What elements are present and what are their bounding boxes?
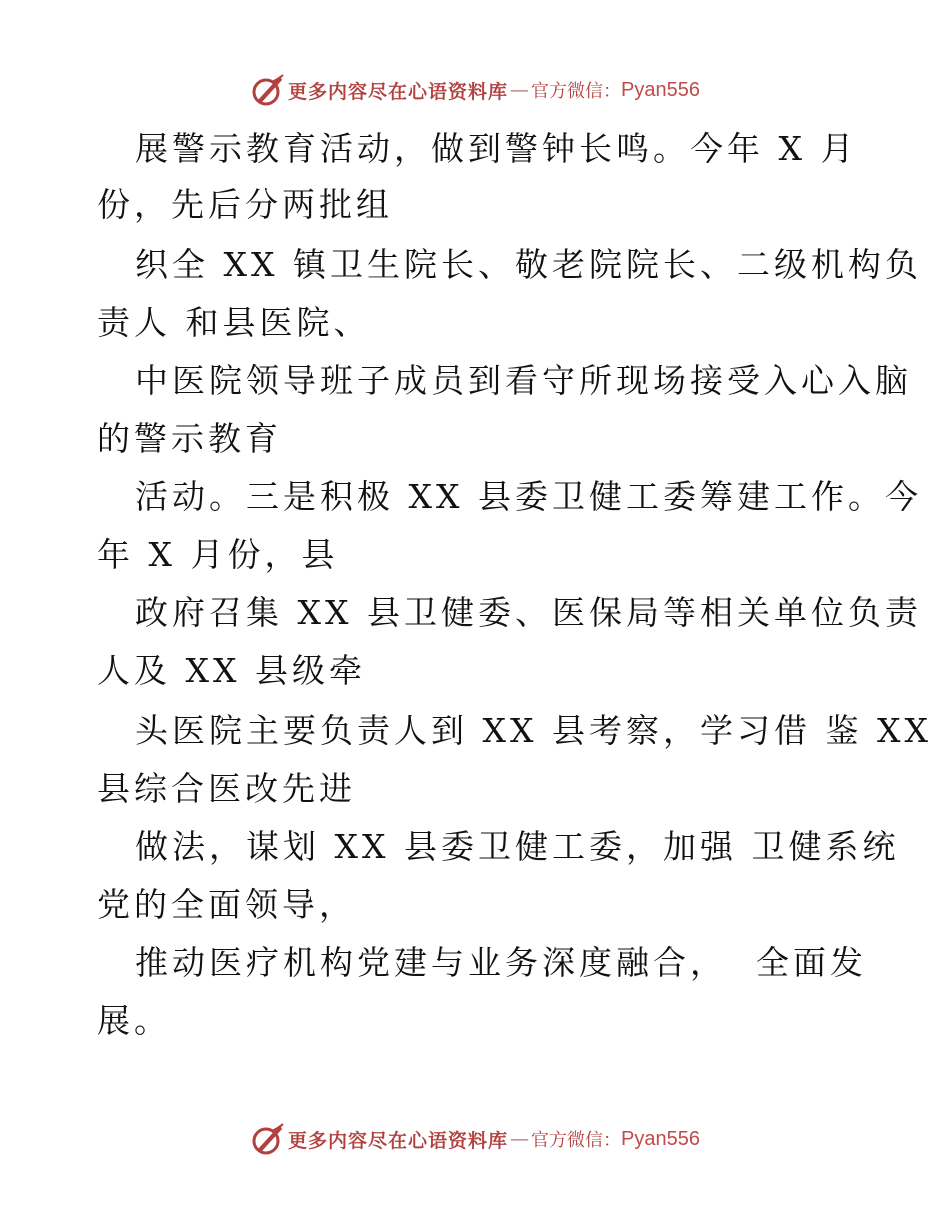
text-line: 份，先后分两批组: [97, 185, 393, 224]
text-line: 党的全面领导，: [97, 885, 356, 924]
text-line: 年 X 月份，县: [97, 535, 339, 574]
watermark-wechat-label: 官方微信：: [531, 81, 622, 102]
text-line: 展。: [97, 1001, 171, 1040]
text-line: 织全 XX 镇卫生院长、敬老院院长、二级机构负: [135, 245, 922, 284]
text-line: 政府召集 XX 县卫健委、医保局等相关单位负责: [135, 593, 922, 632]
watermark-dash: —: [510, 1128, 530, 1150]
text-line: 人及 XX 县级牵: [97, 651, 366, 690]
text-line: 活动。三是积极 XX 县委卫健工委筹建工作。今: [135, 477, 922, 516]
text-line: 做法，谋划 XX 县委卫健工委，加强 卫健系统: [135, 827, 900, 866]
text-line: 头医院主要负责人到 XX 县考察，学习借 鉴 XX: [135, 711, 932, 750]
watermark-slogan: 更多内容尽在心语资料库: [288, 1129, 509, 1152]
text-line: 中医院领导班子成员到看守所现场接受入心入脑: [135, 361, 912, 400]
text-line: 展警示教育活动，做到警钟长鸣。今年 X 月: [135, 129, 858, 168]
watermark-wechat-id: Pyan556: [621, 1127, 700, 1150]
footer-watermark: [0, 1119, 950, 1159]
watermark-wechat-id: Pyan556: [621, 78, 700, 101]
quill-logo-icon: [250, 1121, 286, 1157]
watermark-slogan: 更多内容尽在心语资料库: [288, 80, 509, 103]
watermark-wechat-label: 官方微信：: [531, 1130, 622, 1151]
text-line: 推动医疗机构党建与业务深度融合， 全面发: [135, 943, 867, 982]
watermark-dash: —: [510, 79, 530, 101]
text-line: 责人 和县医院、: [97, 303, 371, 342]
text-line: 县综合医改先进: [97, 769, 356, 808]
header-watermark: [0, 70, 950, 110]
text-line: 的警示教育: [97, 419, 282, 458]
quill-logo-icon: [250, 72, 286, 108]
